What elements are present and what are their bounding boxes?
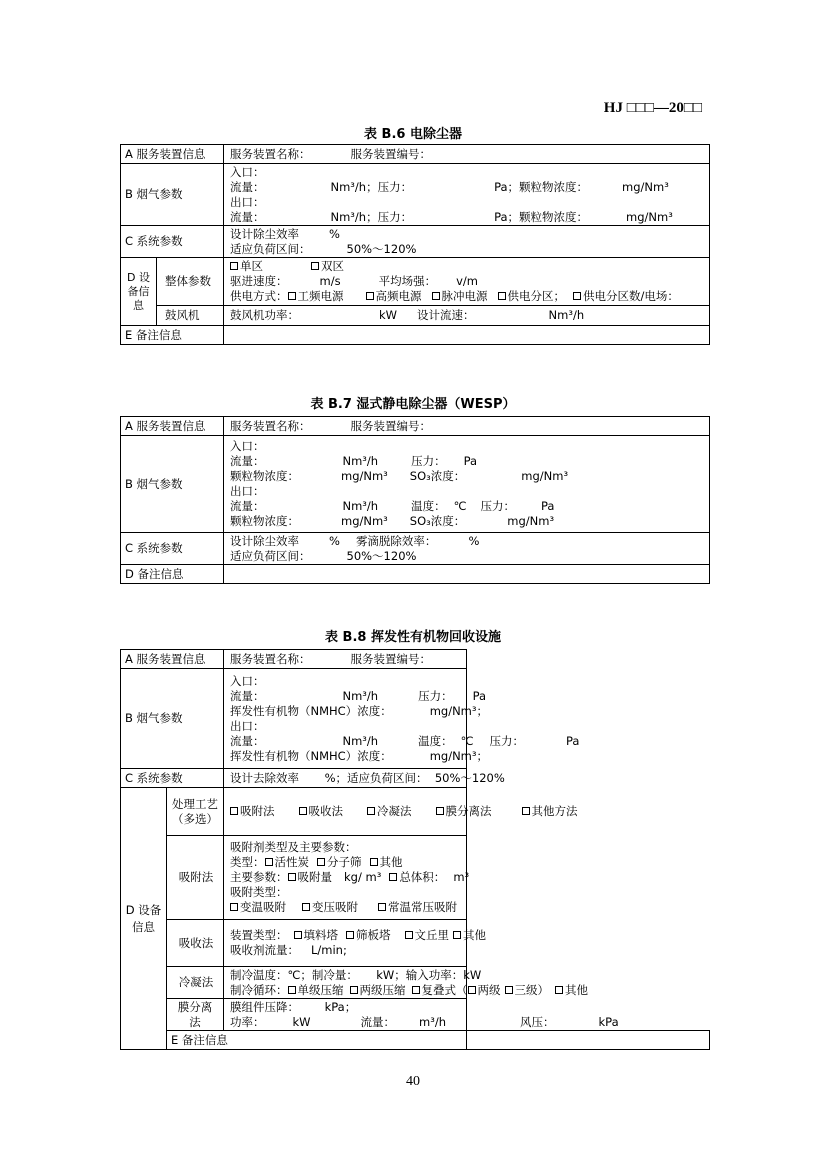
row-label: A 服务装置信息 bbox=[121, 417, 224, 436]
system-params-cell: 设计除尘效率 % 雾滴脱除效率： % 适应负荷区间： 50%～120% bbox=[224, 533, 710, 565]
table-row bbox=[121, 1031, 710, 1050]
checkbox-icon[interactable] bbox=[288, 986, 296, 994]
table-b8 bbox=[120, 649, 710, 1050]
checkbox-icon[interactable] bbox=[350, 986, 358, 994]
checkbox-icon[interactable] bbox=[412, 986, 420, 994]
table-row bbox=[121, 836, 710, 920]
sub-label: 冷凝法 bbox=[167, 967, 224, 999]
sub-label: 吸附法 bbox=[167, 836, 224, 920]
flue-gas-cell: 入口： 流量： Nm³/h 压力： Pa 挥发性有机物（NMHC）浓度： mg/Nm³； 出口： 流量： Nm³/h 温度： ℃ 压力： Pa 挥发性有机物（NMHC）浓度： mg/Nm³； bbox=[224, 669, 467, 769]
table-row bbox=[121, 565, 710, 584]
remarks-cell bbox=[467, 1031, 710, 1050]
remarks-cell bbox=[224, 565, 710, 584]
checkbox-icon[interactable] bbox=[389, 873, 397, 881]
checkbox-icon[interactable] bbox=[432, 292, 440, 300]
condense-cell: 制冷温度：℃；制冷量： kW；输入功率：kW 制冷循环： 单级压缩 两级压缩 复叠式（ 两级 三级） 其他 bbox=[224, 967, 467, 999]
table-b6-title: 表 B.6 电除尘器 bbox=[364, 127, 462, 142]
checkbox-icon[interactable] bbox=[265, 858, 273, 866]
row-label: C 系统参数 bbox=[121, 533, 224, 565]
checkbox-icon[interactable] bbox=[522, 807, 530, 815]
checkbox-icon[interactable] bbox=[230, 903, 238, 911]
sub-label: 鼓风机 bbox=[157, 306, 224, 326]
overall-params-cell: 单区 双区 驱进速度： m/s 平均场强： v/m 供电方式： 工频电源 高频电源 脉冲电源 供电分区； 供电分区数/电场： bbox=[224, 258, 710, 306]
checkbox-icon[interactable] bbox=[299, 807, 307, 815]
row-label: D 设备信息 bbox=[121, 788, 167, 1050]
table-row bbox=[121, 258, 710, 306]
checkbox-icon[interactable] bbox=[288, 292, 296, 300]
table-row bbox=[121, 145, 710, 164]
service-info-cell: 服务装置名称： 服务装置编号： bbox=[224, 145, 710, 164]
table-row bbox=[121, 417, 710, 436]
checkbox-icon[interactable] bbox=[230, 807, 238, 815]
sub-label: 吸收法 bbox=[167, 920, 224, 967]
table-row bbox=[121, 226, 710, 258]
checkbox-icon[interactable] bbox=[370, 858, 378, 866]
row-label: C 系统参数 bbox=[121, 226, 224, 258]
page-number: 40 bbox=[406, 1074, 420, 1089]
flue-gas-cell: 入口： 流量： Nm³/h 压力： Pa 颗粒物浓度： mg/Nm³ SO₃浓度： mg/Nm³ 出口： 流量： Nm³/h 温度： ℃ 压力： Pa 颗粒物浓度： mg/Nm³ SO₃浓度： mg/Nm³ bbox=[224, 436, 710, 533]
absorb-cell: 装置类型： 填料塔 筛板塔 文丘里 其他 吸收剂流量： L/min; bbox=[224, 920, 467, 967]
table-row bbox=[121, 920, 710, 967]
flue-gas-cell: 入口： 流量： Nm³/h；压力： Pa；颗粒物浓度： mg/Nm³ 出口： 流量： Nm³/h；压力： Pa；颗粒物浓度： mg/Nm³ bbox=[224, 164, 710, 226]
table-row bbox=[121, 533, 710, 565]
table-b6 bbox=[120, 144, 710, 345]
sub-label: 处理工艺（多选） bbox=[167, 788, 224, 836]
row-label: A 服务装置信息 bbox=[121, 145, 224, 164]
row-label: A 服务装置信息 bbox=[121, 650, 224, 669]
table-b8-title: 表 B.8 挥发性有机物回收设施 bbox=[325, 630, 501, 645]
checkbox-icon[interactable] bbox=[505, 986, 513, 994]
service-info-cell: 服务装置名称： 服务装置编号： bbox=[224, 650, 467, 669]
row-label: B 烟气参数 bbox=[121, 164, 224, 226]
row-label: D 设备信息 bbox=[121, 258, 157, 326]
checkbox-icon[interactable] bbox=[468, 986, 476, 994]
checkbox-icon[interactable] bbox=[555, 986, 563, 994]
sub-label: 整体参数 bbox=[157, 258, 224, 306]
checkbox-icon[interactable] bbox=[453, 931, 461, 939]
table-row bbox=[121, 326, 710, 345]
table-row bbox=[121, 788, 710, 836]
table-b7-title: 表 B.7 湿式静电除尘器（WESP） bbox=[310, 397, 516, 412]
table-row bbox=[121, 650, 710, 669]
adsorb-cell: 吸附剂类型及主要参数： 类型： 活性炭 分子筛 其他 主要参数： 吸附量 kg/ m³ 总体积： m³ 吸附类型： 变温吸附 变压吸附 常温常压吸附 bbox=[224, 836, 467, 920]
standard-code: HJ □□□—20□□ bbox=[603, 100, 702, 116]
remarks-cell bbox=[224, 326, 710, 345]
row-label: B 烟气参数 bbox=[121, 669, 224, 769]
checkbox-icon[interactable] bbox=[302, 903, 310, 911]
checkbox-icon[interactable] bbox=[230, 262, 238, 270]
service-info-cell: 服务装置名称： 服务装置编号： bbox=[224, 417, 710, 436]
membrane-cell: 膜组件压降： kPa； 功率： kW 流量： m³/h 风压： kPa bbox=[224, 999, 467, 1031]
row-label: B 烟气参数 bbox=[121, 436, 224, 533]
checkbox-icon[interactable] bbox=[346, 931, 354, 939]
checkbox-icon[interactable] bbox=[294, 931, 302, 939]
sub-label: 膜分离法 bbox=[167, 999, 224, 1031]
table-row bbox=[121, 999, 710, 1031]
table-row bbox=[121, 436, 710, 533]
table-row bbox=[121, 669, 710, 769]
row-label: E 备注信息 bbox=[121, 326, 224, 345]
table-b7 bbox=[120, 416, 710, 584]
row-label: C 系统参数 bbox=[121, 769, 224, 788]
process-cell: 吸附法 吸收法 冷凝法 膜分离法 其他方法 bbox=[224, 788, 467, 836]
checkbox-icon[interactable] bbox=[436, 807, 444, 815]
table-row bbox=[121, 164, 710, 226]
system-params-cell: 设计除尘效率 % 适应负荷区间： 50%～120% bbox=[224, 226, 710, 258]
checkbox-icon[interactable] bbox=[366, 292, 374, 300]
fan-cell: 鼓风机功率： kW 设计流速： Nm³/h bbox=[224, 306, 710, 326]
checkbox-icon[interactable] bbox=[288, 873, 296, 881]
checkbox-icon[interactable] bbox=[367, 807, 375, 815]
system-params-cell: 设计去除效率 %；适应负荷区间： 50%～120% bbox=[224, 769, 467, 788]
checkbox-icon[interactable] bbox=[405, 931, 413, 939]
checkbox-icon[interactable] bbox=[573, 292, 581, 300]
table-row bbox=[121, 769, 710, 788]
checkbox-icon[interactable] bbox=[498, 292, 506, 300]
row-label: D 备注信息 bbox=[121, 565, 224, 584]
table-row bbox=[121, 967, 710, 999]
checkbox-icon[interactable] bbox=[311, 262, 319, 270]
checkbox-icon[interactable] bbox=[378, 903, 386, 911]
row-label: E 备注信息 bbox=[167, 1031, 467, 1050]
table-row bbox=[121, 306, 710, 326]
checkbox-icon[interactable] bbox=[317, 858, 325, 866]
